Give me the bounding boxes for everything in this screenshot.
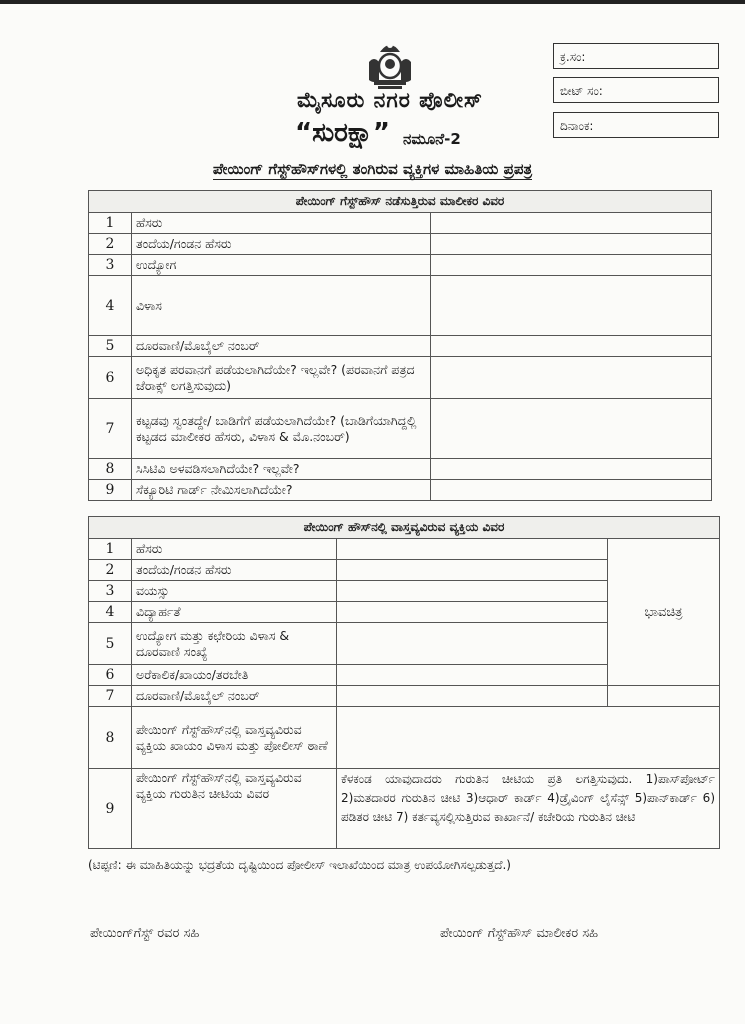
field-label: ಅಧಿಕೃತ ಪರವಾನಗೆ ಪಡೆಯಲಾಗಿದೆಯೇ? ಇಲ್ಲವೇ? (ಪರವಾನಗೆ ಪತ್ರದ ಜೆರಾಕ್ಸ್ ಲಗತ್ತಿಸುವುದು) bbox=[132, 357, 431, 399]
field-label: ಪೇಯಿಂಗ್ ಗೆಸ್ಟ್‌ಹೌಸ್‌ನಲ್ಲಿ ವಾಸ್ತವ್ಯವಿರುವ ವ್ಯಕ್ತಿಯ ಗುರುತಿನ ಚೀಟಿಯ ವಿವರ bbox=[132, 769, 337, 849]
serial-number-field[interactable]: ಕ್ರ.ಸಂ: bbox=[553, 43, 719, 69]
owner-name-input[interactable] bbox=[431, 213, 712, 234]
row-number: 9 bbox=[89, 480, 132, 501]
row-number: 4 bbox=[89, 276, 132, 336]
field-label: ತಂದೆಯ/ಗಂಡನ ಹೆಸರು bbox=[132, 234, 431, 255]
state-emblem-icon bbox=[366, 36, 414, 92]
owner-address-input[interactable] bbox=[431, 276, 712, 336]
resident-occupation-input[interactable] bbox=[337, 623, 608, 665]
row-number: 7 bbox=[89, 399, 132, 459]
resident-permanent-address-input[interactable] bbox=[337, 707, 720, 769]
resident-phone-input[interactable] bbox=[337, 686, 608, 707]
resident-age-input[interactable] bbox=[337, 581, 608, 602]
field-label: ಪೇಯಿಂಗ್ ಗೆಸ್ಟ್‌ಹೌಸ್‌ನಲ್ಲಿ ವಾಸ್ತವ್ಯವಿರುವ ವ್ಯಕ್ತಿಯ ಖಾಯಂ ವಿಳಾಸ ಮತ್ತು ಪೋಲೀಸ್ ಠಾಣೆ bbox=[132, 707, 337, 769]
row-number: 7 bbox=[89, 686, 132, 707]
field-label: ವಿದ್ಯಾರ್ಹತೆ bbox=[132, 602, 337, 623]
field-label: ಕಟ್ಟಡವು ಸ್ವಂತದ್ದೇ/ ಬಾಡಿಗೆಗೆ ಪಡೆಯಲಾಗಿದೆಯೇ? (ಬಾಡಿಗೆಯಾಗಿದ್ದಲ್ಲಿ ಕಟ್ಟಡದ ಮಾಲೀಕರ ಹೆಸರು, ವಿಳಾಸ & ಮೊ.ನಂಬರ್) bbox=[132, 399, 431, 459]
row-number: 6 bbox=[89, 665, 132, 686]
resident-father-name-input[interactable] bbox=[337, 560, 608, 581]
resident-education-input[interactable] bbox=[337, 602, 608, 623]
field-label: ದೂರವಾಣಿ/ಮೊಬೈಲ್ ನಂಬರ್ bbox=[132, 336, 431, 357]
scheme-name: “ಸುರಕ್ಷಾ” bbox=[295, 118, 390, 148]
field-label: ಅರೆಕಾಲಿಕ/ಖಾಯಂ/ತರಬೇತಿ bbox=[132, 665, 337, 686]
owner-father-name-input[interactable] bbox=[431, 234, 712, 255]
field-label: ಹೆಸರು bbox=[132, 213, 431, 234]
field-label: ಸಿಸಿಟಿವಿ ಅಳವಡಿಸಲಾಗಿದೆಯೇ? ಇಲ್ಲವೇ? bbox=[132, 459, 431, 480]
date-field[interactable]: ದಿನಾಂಕ: bbox=[553, 112, 719, 138]
footnote: (ಟಿಪ್ಪಣಿ: ಈ ಮಾಹಿತಿಯನ್ನು ಭದ್ರತೆಯ ದೃಷ್ಟಿಯಿಂದ ಪೋಲೀಸ್ ಇಲಾಖೆಯಿಂದ ಮಾತ್ರ ಉಪಯೋಗಿಸಲ್ಪಡುತ್ತದೆ.) bbox=[88, 858, 511, 872]
resident-name-input[interactable] bbox=[337, 539, 608, 560]
field-label: ದೂರವಾಣಿ/ಮೊಬೈಲ್ ನಂಬರ್ bbox=[132, 686, 337, 707]
row-number: 2 bbox=[89, 234, 132, 255]
document-title bbox=[0, 160, 745, 178]
owner-details-table bbox=[88, 190, 712, 501]
document-title-text: ಪೇಯಿಂಗ್ ಗೆಸ್ಟ್‌ಹೌಸ್‌ಗಳಲ್ಲಿ ತಂಗಿರುವ ವ್ಯಕ್ತಿಗಳ ಮಾಹಿತಿಯ ಪ್ರಪತ್ರ bbox=[212, 160, 533, 178]
field-label: ವಿಳಾಸ bbox=[132, 276, 431, 336]
guest-signature-label: ಪೇಯಿಂಗ್‌ಗೆಸ್ಟ್ ರವರ ಸಹಿ bbox=[90, 926, 200, 941]
field-label: ಉದ್ಯೋಗ ಮತ್ತು ಕಛೇರಿಯ ವಿಳಾಸ & ದೂರವಾಣಿ ಸಂಖ್ಯೆ bbox=[132, 623, 337, 665]
row-number: 1 bbox=[89, 539, 132, 560]
row-number: 9 bbox=[89, 769, 132, 849]
field-label: ವಯಸ್ಸು bbox=[132, 581, 337, 602]
id-proof-instructions[interactable]: ಕೆಳಕಂಡ ಯಾವುದಾದರು ಗುರುತಿನ ಚೀಟಿಯ ಪ್ರತಿ ಲಗತ್ತಿಸುವುದು. 1)ಪಾಸ್‌ಪೋರ್ಟ್ 2)ಮತದಾರರ ಗುರುತಿನ ಚೀಟಿ 3)ಆಧಾರ್ ಕಾರ್ಡ್ 4)ಡ್ರೈವಿಂಗ್ ಲೈಸೆನ್ಸ್ 5)ಪಾನ್‌ಕಾರ್ಡ್ 6) ಪಡಿತರ ಚೀಟಿ 7) ಕರ್ತವ್ಯಸಲ್ಲಿಸುತ್ತಿರುವ ಕಾರ್ಖಾನೆ/ ಕಚೇರಿಯ ಗುರುತಿನ ಚೀಟಿ bbox=[337, 769, 720, 849]
resident-employment-type-input[interactable] bbox=[337, 665, 608, 686]
row-number: 5 bbox=[89, 336, 132, 357]
form-number: ನಮೂನೆ-2 bbox=[403, 130, 461, 148]
field-label: ಹೆಸರು bbox=[132, 539, 337, 560]
row-number: 8 bbox=[89, 459, 132, 480]
resident-details-table bbox=[88, 516, 720, 849]
building-ownership-input[interactable] bbox=[431, 399, 712, 459]
organization-name: ಮೈಸೂರು ನಗರ ಪೊಲೀಸ್ bbox=[297, 88, 483, 112]
owner-occupation-input[interactable] bbox=[431, 255, 712, 276]
photo-box-blank bbox=[608, 686, 720, 707]
beat-number-field[interactable]: ಬೀಟ್ ಸಂ: bbox=[553, 77, 719, 103]
field-label: ಉದ್ಯೋಗ bbox=[132, 255, 431, 276]
license-input[interactable] bbox=[431, 357, 712, 399]
row-number: 4 bbox=[89, 602, 132, 623]
security-guard-input[interactable] bbox=[431, 480, 712, 501]
row-number: 3 bbox=[89, 581, 132, 602]
cctv-input[interactable] bbox=[431, 459, 712, 480]
row-number: 1 bbox=[89, 213, 132, 234]
owner-phone-input[interactable] bbox=[431, 336, 712, 357]
field-label: ಸೆಕ್ಯೂರಿಟಿ ಗಾರ್ಡ್ ನೇಮಿಸಲಾಗಿದೆಯೇ? bbox=[132, 480, 431, 501]
row-number: 5 bbox=[89, 623, 132, 665]
resident-section-heading: ಪೇಯಿಂಗ್ ಹೌಸ್‌ನಲ್ಲಿ ವಾಸ್ತವ್ಯವಿರುವ ವ್ಯಕ್ತಿಯ ವಿವರ bbox=[89, 517, 720, 539]
photo-box[interactable]: ಭಾವಚಿತ್ರ bbox=[608, 539, 720, 686]
owner-signature-label: ಪೇಯಿಂಗ್ ಗೆಸ್ಟ್‌ಹೌಸ್ ಮಾಲೀಕರ ಸಹಿ bbox=[440, 926, 599, 941]
row-number: 2 bbox=[89, 560, 132, 581]
top-border-line bbox=[0, 0, 745, 4]
owner-section-heading: ಪೇಯಿಂಗ್ ಗೆಸ್ಟ್‌ಹೌಸ್ ನಡೆಸುತ್ತಿರುವ ಮಾಲೀಕರ ವಿವರ bbox=[89, 191, 712, 213]
row-number: 3 bbox=[89, 255, 132, 276]
row-number: 8 bbox=[89, 707, 132, 769]
field-label: ತಂದೆಯ/ಗಂಡನ ಹೆಸರು bbox=[132, 560, 337, 581]
row-number: 6 bbox=[89, 357, 132, 399]
